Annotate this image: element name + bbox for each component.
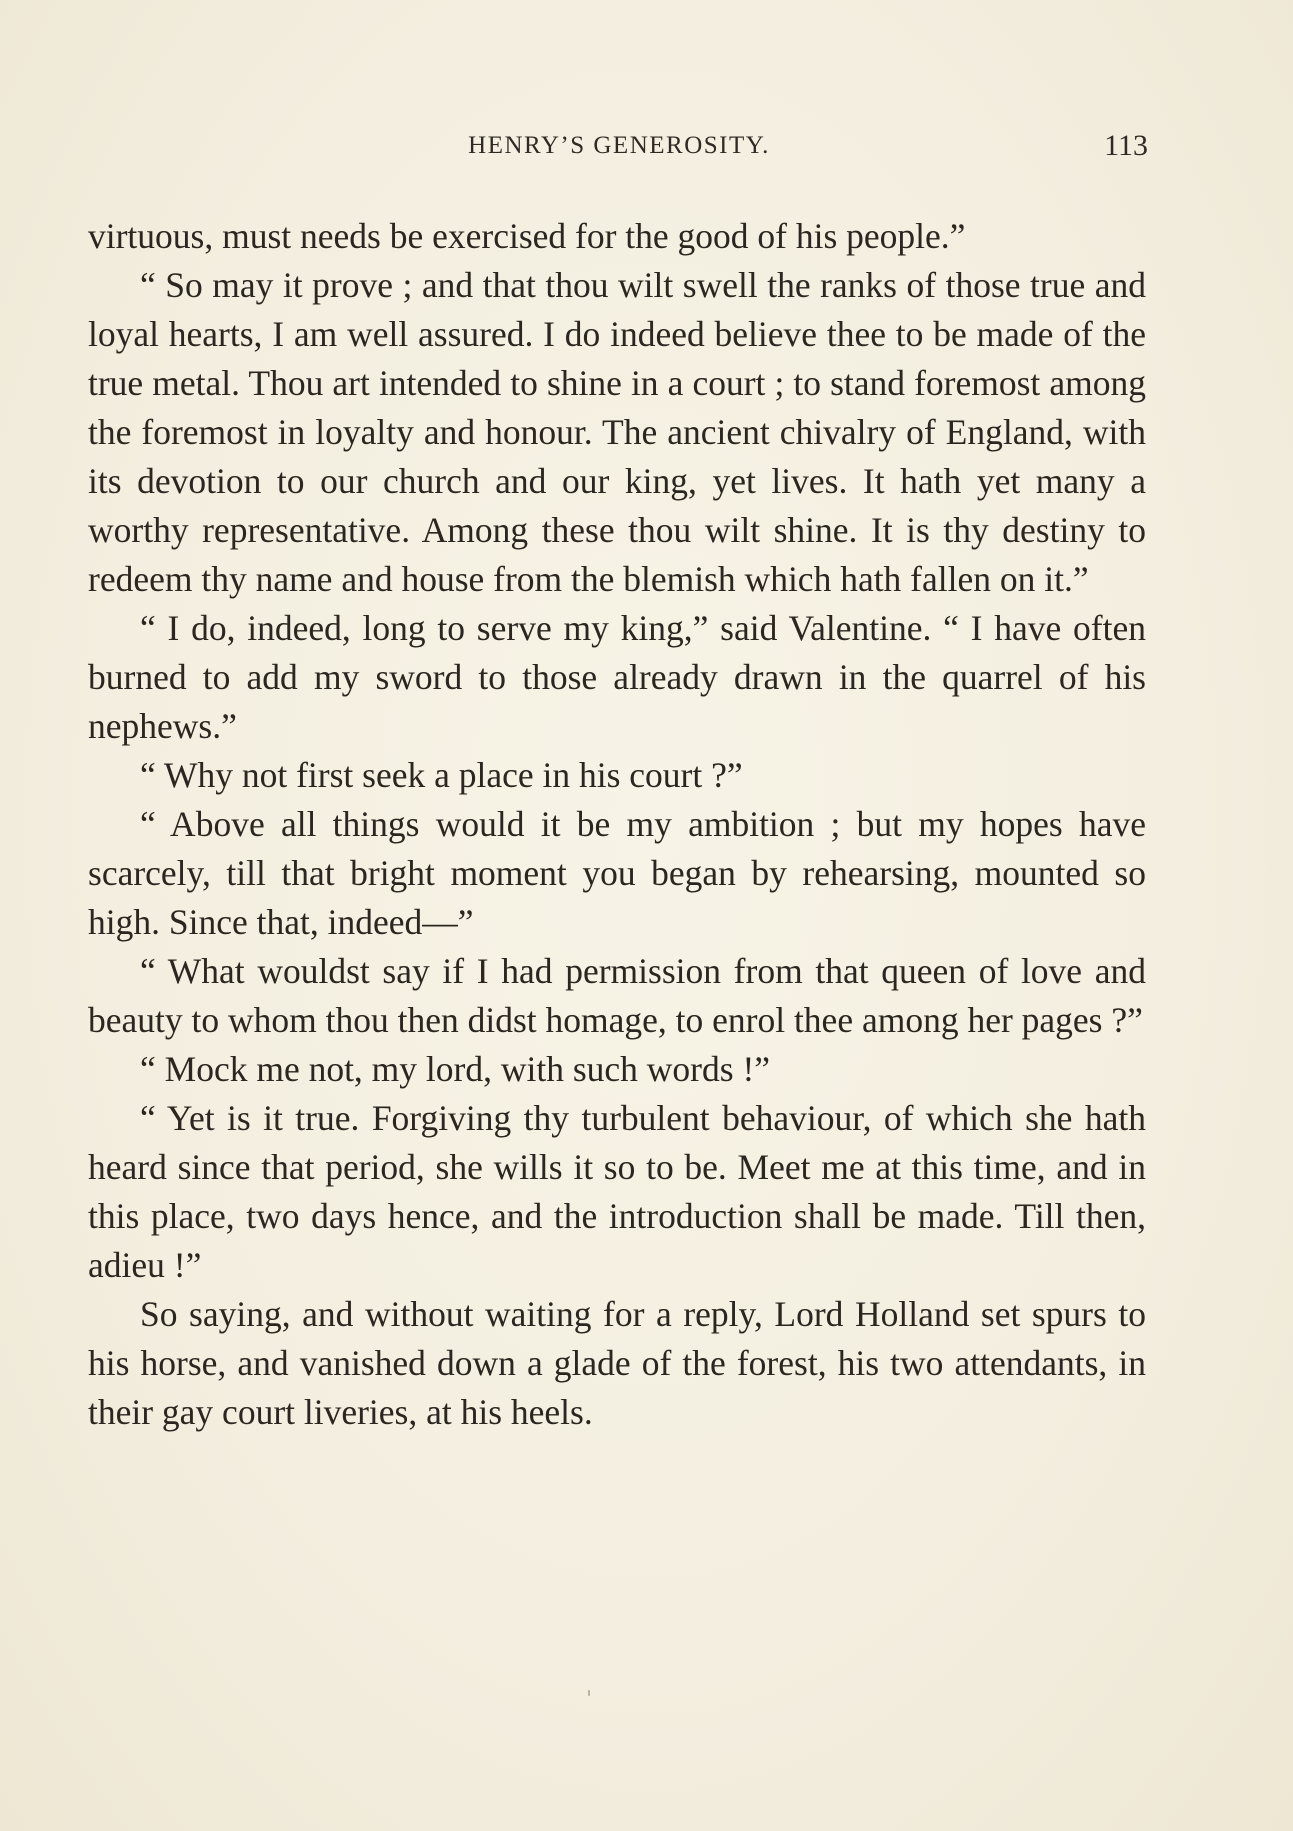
paragraph: virtuous, must needs be exercised for the good of his people.” [88, 216, 966, 256]
paragraph: “ So may it prove ; and that thou wilt swell the ranks of those true and loyal hearts, I am well assured. I do indeed believe thee to be made of the true metal. Thou art intended to shine in a court ; to stand foremost among the foremost in loyalty and honour. The ancient chivalry of England, with its devotion to our church and our king, yet lives. It hath yet many a worthy representative. Among these thou wilt shine. It is thy destiny to redeem thy name and house from the blemish which hath fallen on it.” [88, 265, 1146, 599]
page-number: 113 [1104, 129, 1148, 162]
paragraph: “ Mock me not, my lord, with such words !” [140, 1049, 771, 1089]
running-head: HENRY’S GENEROSITY. [468, 132, 770, 159]
body-text [88, 212, 1146, 1437]
paper-speck [588, 1690, 590, 1696]
paragraph: “ Above all things would it be my ambition ; but my hopes have scarcely, till that bright moment you began by rehearsing, mounted so high. Since that, indeed—” [88, 804, 1146, 942]
page-header [90, 129, 1148, 172]
paragraph: So saying, and without waiting for a reply, Lord Holland set spurs to his horse, and vanished down a glade of the forest, his two attendants, in their gay court liveries, at his heels. [88, 1294, 1146, 1432]
paragraph: “ Yet is it true. Forgiving thy turbulent behaviour, of which she hath heard since that period, she wills it so to be. Meet me at this time, and in this place, two days hence, and the introduction shall be made. Till then, adieu !” [88, 1098, 1146, 1285]
paragraph: “ I do, indeed, long to serve my king,” said Valentine. “ I have often burned to add my sword to those already drawn in the quarrel of his nephews.” [88, 608, 1146, 746]
paragraph: “ Why not first seek a place in his court ?” [140, 755, 743, 795]
paragraph: “ What wouldst say if I had permission from that queen of love and beauty to whom thou then didst homage, to enrol thee among her pages ?” [88, 951, 1146, 1040]
